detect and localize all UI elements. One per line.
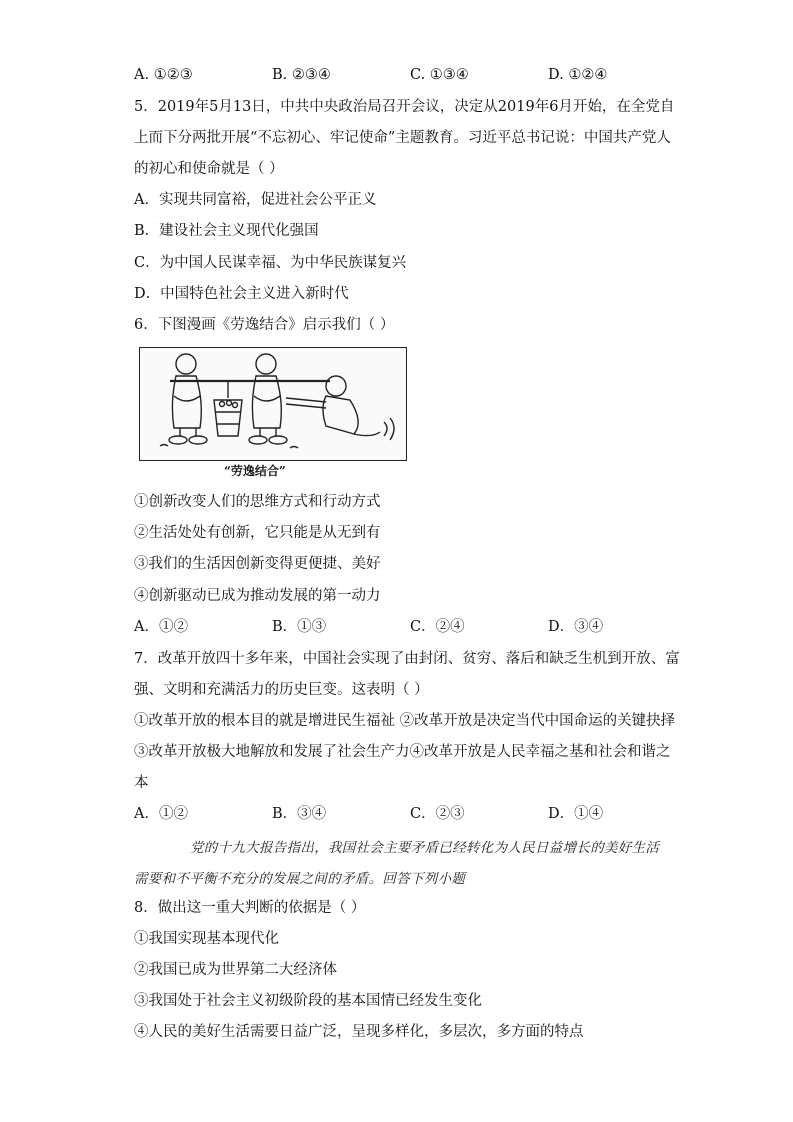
q5-stem-line2: 上而下分两批开展“不忘初心、牢记使命”主题教育。习近平总书记说：中国共产党人: [134, 130, 671, 146]
q6-option-d: D．③④: [548, 619, 604, 635]
material-line2: 需要和不平衡不充分的发展之间的矛盾。回答下列小题: [134, 871, 466, 887]
q6-options: [134, 617, 694, 637]
q4-option-a: A. ①②③: [134, 67, 193, 83]
q5-stem-line3: 的初心和使命就是（ ）: [134, 161, 284, 177]
q8-stem: 8．做出这一重大判断的依据是（ ）: [134, 900, 366, 916]
q6-option-a: A．①②: [134, 619, 188, 635]
q4-option-d: D. ①②④: [548, 67, 608, 83]
q5-stem-line1: 5．2019年5月13日，中共中央政治局召开会议，决定从2019年6月开始，在全党自: [134, 99, 675, 115]
q6-option-b: B．①③: [272, 619, 327, 635]
q7-items-line3: 本: [134, 775, 149, 791]
q7-option-b: B．③④: [272, 806, 327, 822]
q7-items-line1: ①改革开放的根本目的就是增进民生福祉 ②改革开放是决定当代中国命运的关键抉择: [134, 713, 676, 729]
q4-options: [134, 65, 694, 85]
q7-option-d: D．①④: [548, 806, 604, 822]
cartoon-illustration: [139, 347, 407, 461]
q5-option-c: C．为中国人民谋幸福、为中华民族谋复兴: [134, 255, 407, 271]
material-line1: 党的十九大报告指出，我国社会主要矛盾已经转化为人民日益增长的美好生活: [190, 840, 660, 856]
q8-item4: ④人民的美好生活需要日益广泛，呈现多样化，多层次，多方面的特点: [134, 1024, 584, 1040]
q4-option-b: B. ②③④: [272, 67, 331, 83]
q6-stem: 6．下图漫画《劳逸结合》启示我们（ ）: [134, 317, 395, 333]
q7-option-c: C．②③: [410, 806, 465, 822]
q5-option-a: A．实现共同富裕，促进社会公平正义: [134, 192, 377, 208]
q8-item1: ①我国实现基本现代化: [134, 931, 279, 947]
q6-option-c: C．②④: [410, 619, 465, 635]
q7-stem-line2: 强、文明和充满活力的历史巨变。这表明（ ）: [134, 682, 429, 698]
q7-items-line2: ③改革开放极大地解放和发展了社会生产力④改革开放是人民幸福之基和社会和谐之: [134, 744, 671, 760]
q6-item2: ②生活处处有创新，它只能是从无到有: [134, 525, 381, 541]
q6-item3: ③我们的生活因创新变得更便捷、美好: [134, 556, 381, 572]
q6-item1: ①创新改变人们的思维方式和行动方式: [134, 494, 381, 510]
q5-option-d: D．中国特色社会主义进入新时代: [134, 286, 349, 302]
q7-option-a: A．①②: [134, 806, 188, 822]
cartoon-caption: “劳逸结合”: [224, 464, 286, 478]
q7-options: [134, 804, 694, 824]
q5-option-b: B．建设社会主义现代化强国: [134, 223, 319, 239]
q7-stem-line1: 7．改革开放四十多年来，中国社会实现了由封闭、贫穷、落后和缺乏生机到开放、富: [134, 651, 680, 667]
q6-item4: ④创新驱动已成为推动发展的第一动力: [134, 588, 381, 604]
q8-item3: ③我国处于社会主义初级阶段的基本国情已经发生变化: [134, 993, 482, 1009]
q8-item2: ②我国已成为世界第二大经济体: [134, 962, 337, 978]
cartoon-drawing: [140, 348, 407, 461]
q4-option-c: C. ①③④: [410, 67, 469, 83]
